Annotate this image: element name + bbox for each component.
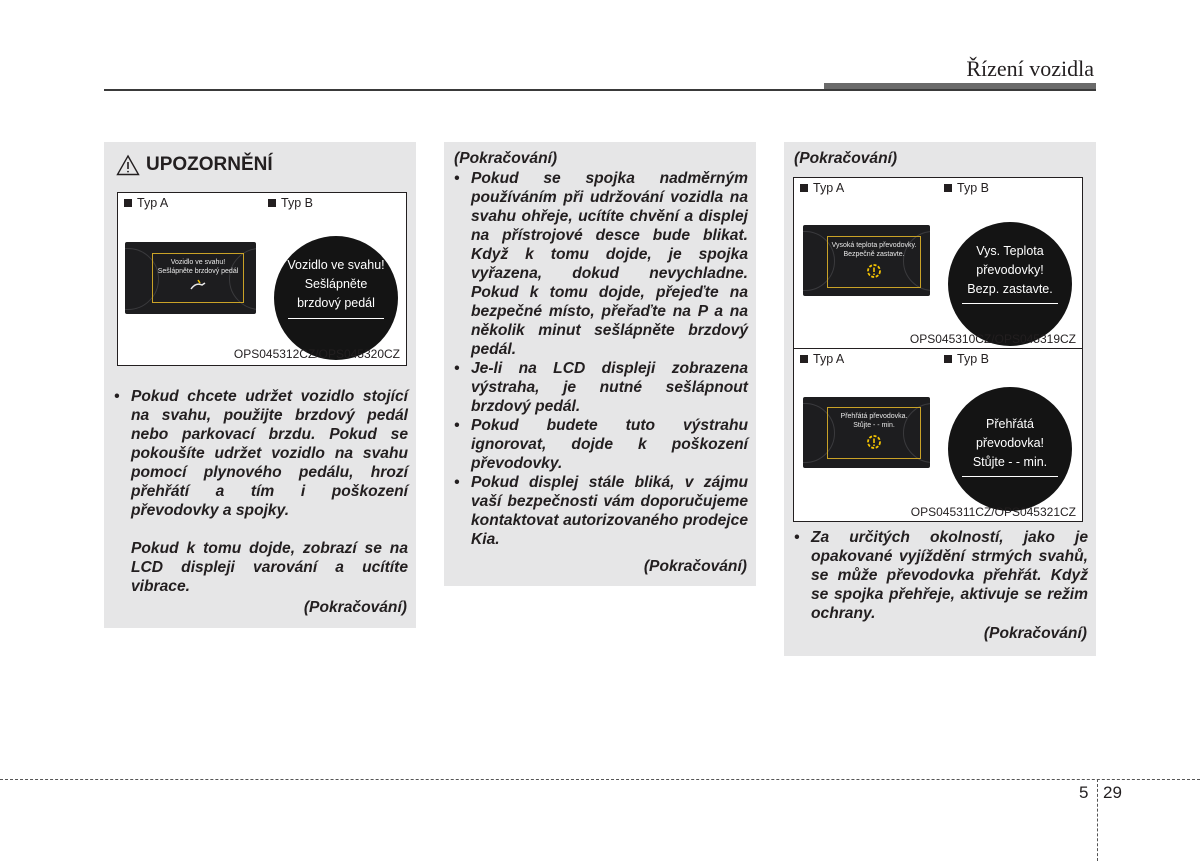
- continued-label: (Pokračování): [983, 625, 1087, 642]
- type-a-label: Typ A: [800, 352, 844, 366]
- lcd-message-box: Přehřátá převodovka. Stůjte - - min.: [827, 407, 921, 459]
- lcd-display-type-a: [803, 225, 930, 296]
- warning-panel: [104, 142, 416, 628]
- lcd-display-type-b: Vys. Teplota převodovky! Bezp. zastavte.: [948, 222, 1072, 346]
- lcd-display-type-a: [803, 397, 930, 468]
- lcd-message-box: Vozidlo ve svahu! Sešlápněte brzdový pedál: [152, 253, 244, 303]
- bullet-list: [454, 169, 748, 549]
- list-item: • Je-li na LCD displeji zobrazena výstraha, je nutné sešlápnout brzdový pedál.: [454, 360, 748, 415]
- figure-code: OPS045310CZ/OPS045319CZ: [909, 332, 1076, 346]
- bullet-list: [114, 387, 408, 520]
- continued-label-top: (Pokračování): [794, 150, 898, 167]
- type-b-label: Typ B: [944, 181, 989, 195]
- figure-overheated-transmission: [793, 348, 1083, 522]
- continued-label: (Pokračování): [643, 558, 747, 575]
- list-item: • Pokud chcete udržet vozidlo stojící na svahu, použijte brzdový pedál nebo parkovací brzdu. Pokud se pokoušíte udržet vozidlo na svahu pomocí plynového pedálu, hrozí přehřátí a tím i poškození převodovky a spojky.: [114, 388, 408, 519]
- page-number: 29: [1103, 783, 1122, 802]
- list-item: • Pokud displej stále bliká, v zájmu vaší bezpečnosti vám doporučujeme kontaktovat autorizovaného prodejce Kia.: [454, 474, 748, 548]
- lcd-message-box: Vysoká teplota převodovky. Bezpečně zastavte.: [827, 236, 921, 288]
- transmission-overheat-panel: [784, 142, 1096, 656]
- type-b-label: Typ B: [944, 352, 989, 366]
- page-header-title: Řízení vozidla: [966, 56, 1094, 81]
- type-a-label: Typ A: [124, 196, 168, 210]
- brake-pedal-icon: [188, 278, 208, 292]
- lcd-display-type-b: Přehřátá převodovka! Stůjte - - min.: [948, 387, 1072, 511]
- warning-heading: [116, 154, 273, 176]
- figure-code: OPS045312CZ/OPS045320CZ: [233, 347, 400, 361]
- lcd-vibration-note: Pokud k tomu dojde, zobrazí se na LCD displeji varování a ucítíte vibrace.: [131, 540, 408, 595]
- clutch-overheat-panel: [444, 142, 756, 586]
- list-item: • Pokud se spojka nadměrným používáním při udržování vozidla na svahu ohřeje, ucítíte chvění a displej na přístrojové desce bude blikat. Když k tomu dojde, je spojka vyřazena, dokud nevychladne. Pokud k tomu dojde, přejeďte na bezpečné místo, přeřaďte na P a na několik minut sešlápněte brzdový pedál.: [454, 170, 748, 358]
- warning-title: UPOZORNĚNÍ: [146, 154, 273, 175]
- lcd-display-type-a: [125, 242, 256, 314]
- section-number: 5: [1079, 783, 1089, 802]
- transmission-warning-icon: [865, 433, 883, 451]
- list-item: • Pokud budete tuto výstrahu ignorovat, dojde k poškození převodovky.: [454, 417, 748, 472]
- figure-code: OPS045311CZ/OPS045321CZ: [910, 505, 1076, 519]
- type-b-label: Typ B: [268, 196, 313, 210]
- list-item: • Za určitých okolností, jako je opakované vyjíždění strmých svahů, se může převodovka přehřát. Když se spojka přehřeje, aktivuje se režim ochrany.: [794, 529, 1088, 622]
- type-a-label: Typ A: [800, 181, 844, 195]
- transmission-warning-icon: [865, 262, 883, 280]
- bullet-list: [794, 528, 1088, 623]
- continued-label-top: (Pokračování): [454, 150, 558, 167]
- figure-hill-warning: [117, 192, 407, 366]
- continued-label: (Pokračování): [303, 599, 407, 616]
- header-rule: [104, 89, 1096, 91]
- figure-high-temperature: [793, 177, 1083, 349]
- footer-dashed-rule: [0, 779, 1200, 780]
- warning-triangle-icon: [116, 154, 140, 176]
- footer-dashed-divider: [1097, 779, 1098, 861]
- lcd-display-type-b: Vozidlo ve svahu! Sešlápněte brzdový pedál: [274, 236, 398, 360]
